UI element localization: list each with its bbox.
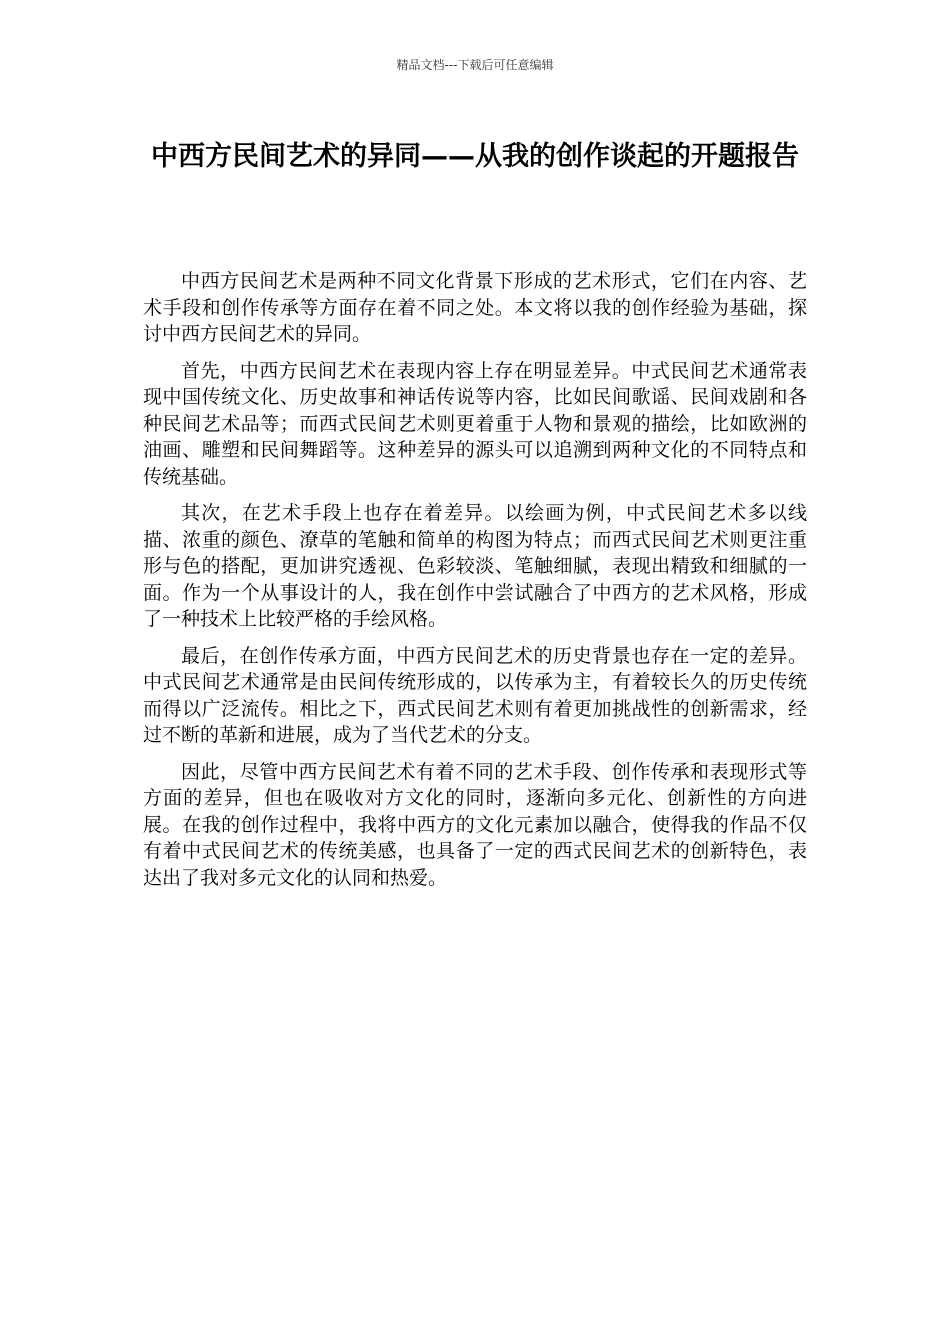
page-header-note: 精品文档---下载后可任意编辑	[396, 58, 554, 72]
paragraph-inheritance-differences: 最后，在创作传承方面，中西方民间艺术的历史背景也存在一定的差异。中式民间艺术通常是由民间传统形成的，以传承为主，有着较长久的历史传统而得以广泛流传。相比之下，西式民间艺术则有着更加挑战性的创新需求，经过不断的革新和进展，成为了当代艺术的分支。	[143, 644, 807, 746]
paragraph-intro: 中西方民间艺术是两种不同文化背景下形成的艺术形式，它们在内容、艺术手段和创作传承等方面存在着不同之处。本文将以我的创作经验为基础，探讨中西方民间艺术的异同。	[143, 270, 807, 345]
document-title: 中西方民间艺术的异同——从我的创作谈起的开题报告	[151, 141, 799, 172]
paragraph-technique-differences: 其次，在艺术手段上也存在着差异。以绘画为例，中式民间艺术多以线描、浓重的颜色、潦草的笔触和简单的构图为特点；而西式民间艺术则更注重形与色的搭配，更加讲究透视、色彩较淡、笔触细腻，表现出精致和细腻的一面。作为一个从事设计的人，我在创作中尝试融合了中西方的艺术风格，形成了一种技术上比较严格的手绘风格。	[143, 502, 807, 630]
paragraph-conclusion: 因此，尽管中西方民间艺术有着不同的艺术手段、创作传承和表现形式等方面的差异，但也在吸收对方文化的同时，逐渐向多元化、创新性的方向进展。在我的创作过程中，我将中西方的文化元素加以融合，使得我的作品不仅有着中式民间艺术的传统美感，也具备了一定的西式民间艺术的创新特色，表达出了我对多元文化的认同和热爱。	[143, 760, 807, 889]
paragraph-content-differences: 首先，中西方民间艺术在表现内容上存在明显差异。中式民间艺术通常表现中国传统文化、历史故事和神话传说等内容，比如民间歌谣、民间戏剧和各种民间艺术品等；而西式民间艺术则更着重于人物和景观的描绘，比如欧洲的油画、雕塑和民间舞蹈等。这种差异的源头可以追溯到两种文化的不同特点和传统基础。	[143, 359, 807, 488]
document-body	[143, 268, 807, 901]
